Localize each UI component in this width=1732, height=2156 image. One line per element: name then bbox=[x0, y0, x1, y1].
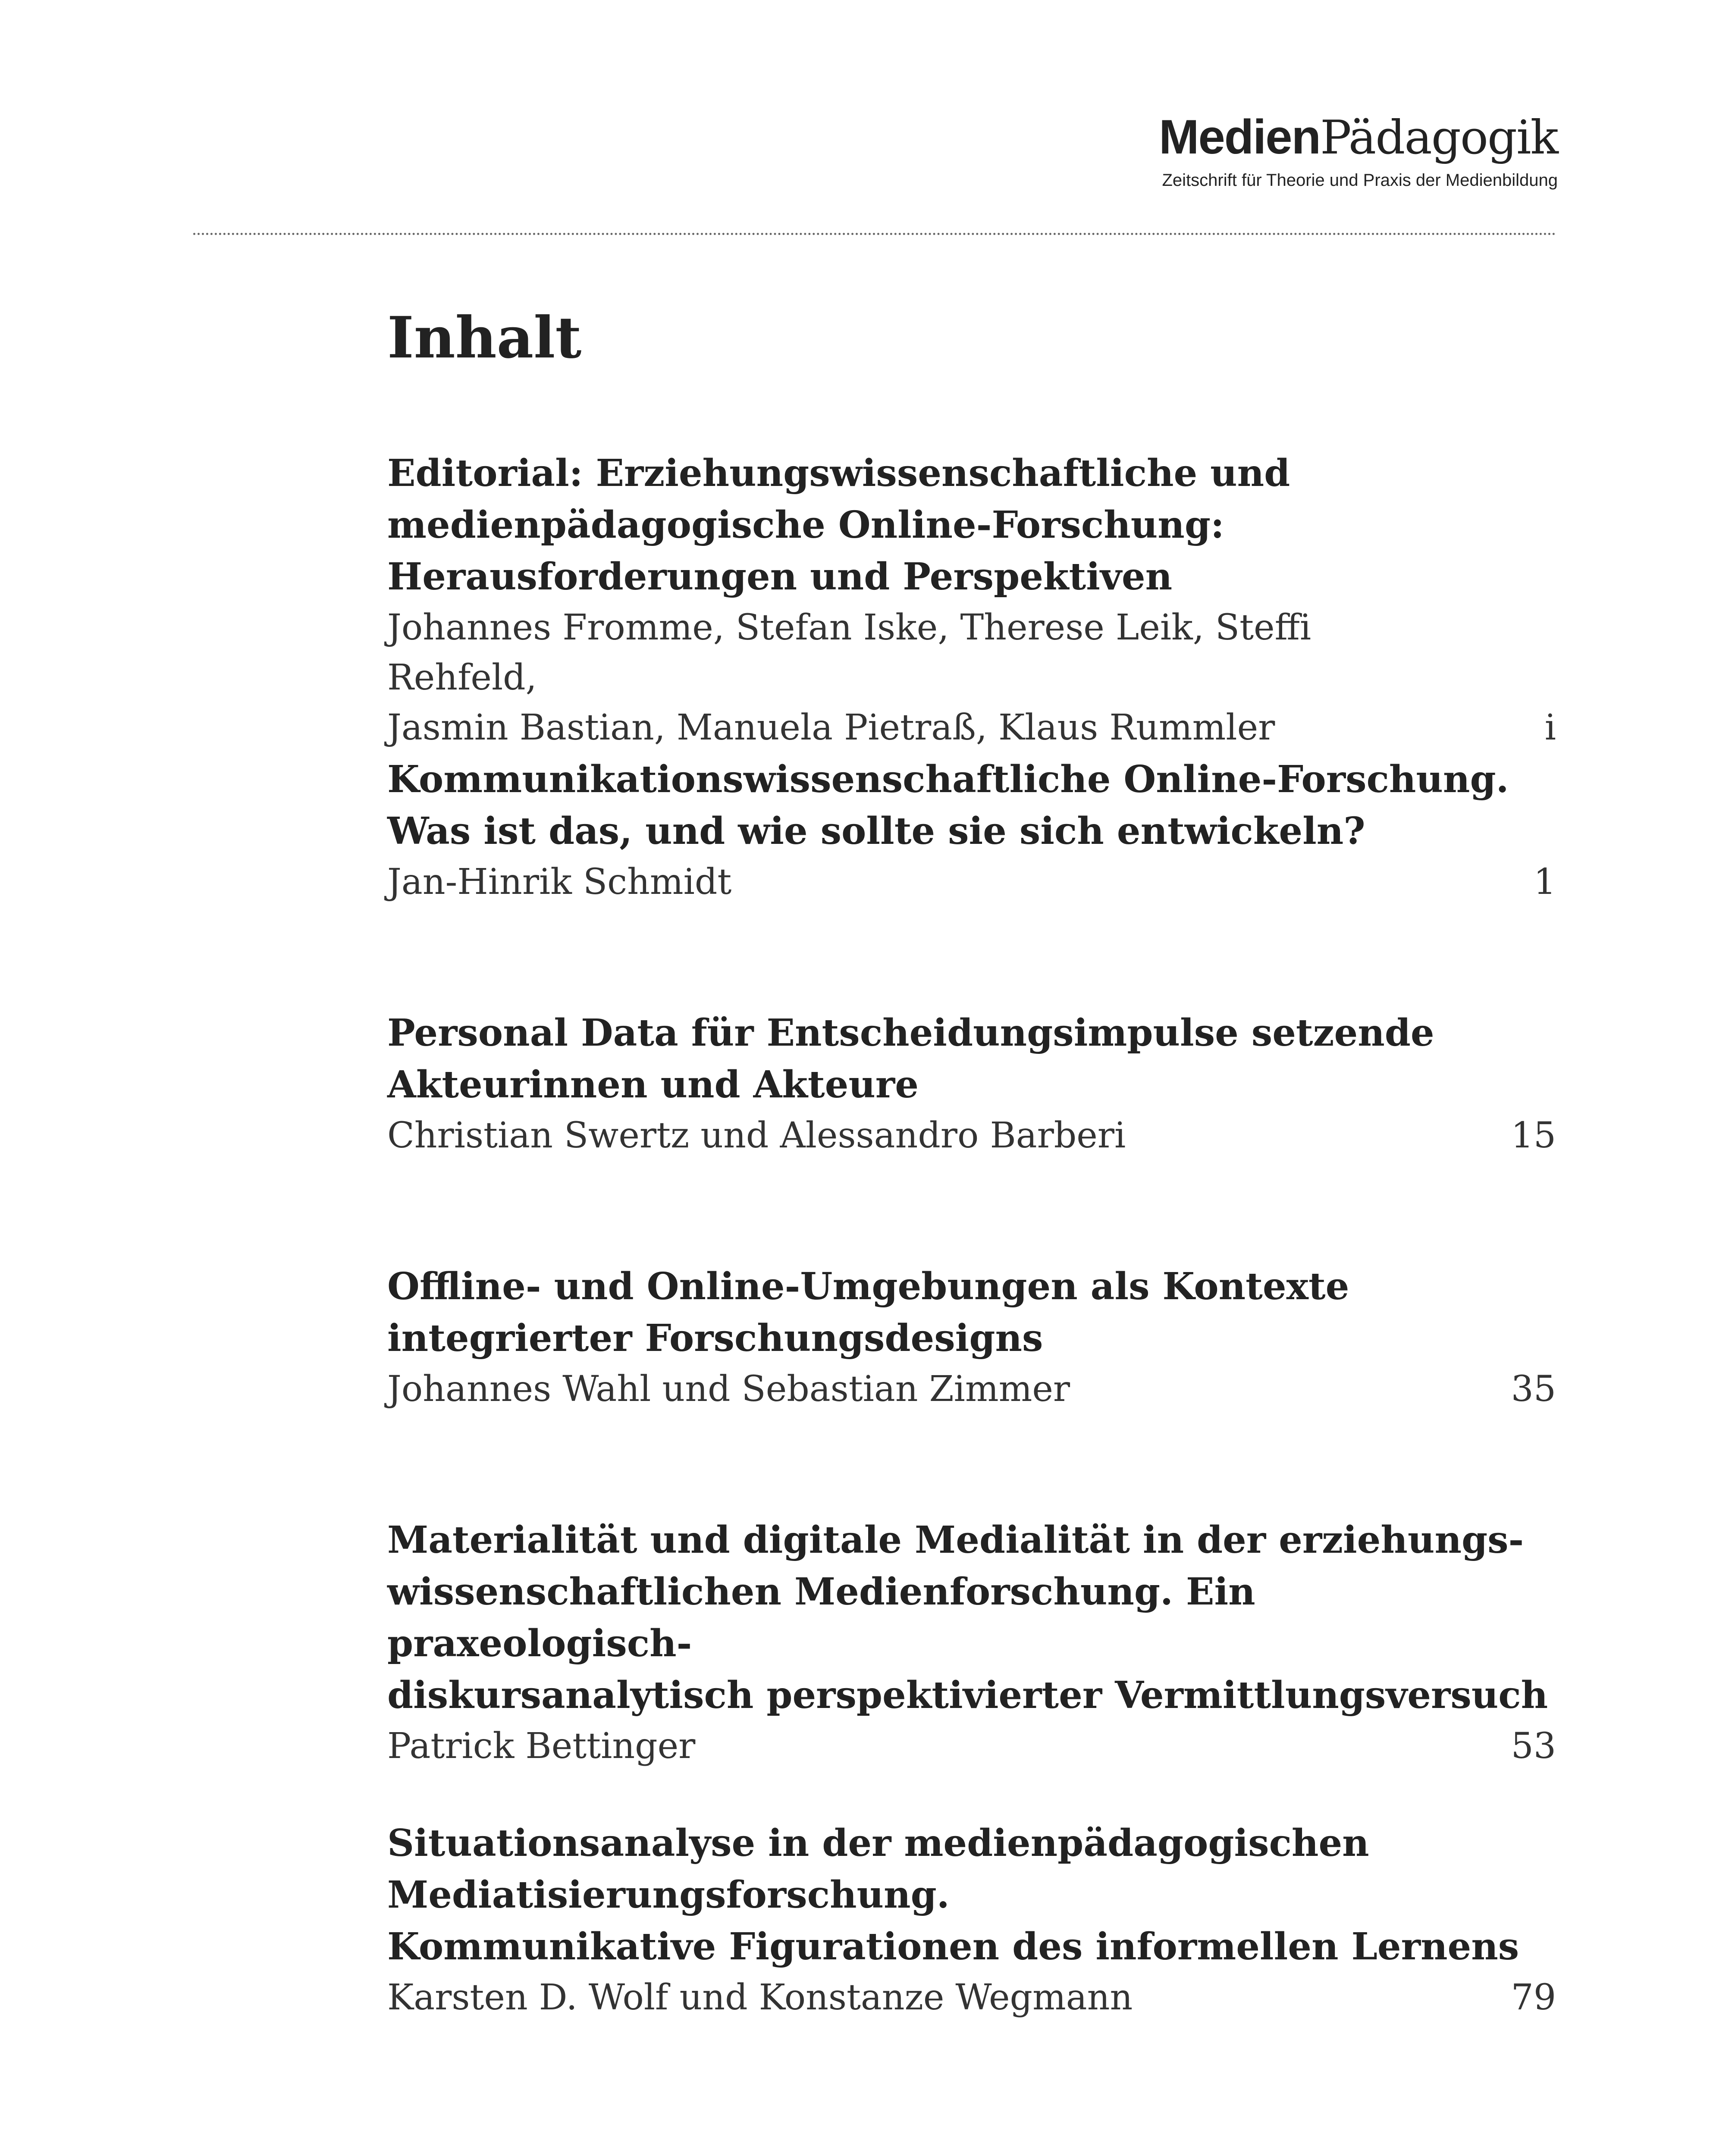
toc-entry-editorial bbox=[387, 448, 1556, 753]
entry-page-number: 79 bbox=[1511, 1977, 1556, 2018]
toc-entry-swertz bbox=[387, 1007, 1556, 1161]
toc-entry-bettinger bbox=[387, 1514, 1556, 1771]
header-divider bbox=[193, 233, 1556, 235]
entry-title: Editorial: Erziehungswissenschaftliche und medienpädagogische Online-Forschung: Herausforderungen und Perspektiven bbox=[387, 451, 1290, 599]
entry-authors: Jan-Hinrik Schmidt bbox=[387, 862, 732, 903]
journal-name bbox=[1159, 110, 1558, 165]
entry-title: Offline- und Online-Umgebungen als Kontexte integrierter Forschungsdesigns bbox=[387, 1265, 1349, 1360]
journal-subtitle: Zeitschrift für Theorie und Praxis der Medienbildung bbox=[1162, 171, 1558, 190]
toc-entry-wahl bbox=[387, 1261, 1556, 1414]
entry-page-number: i bbox=[1544, 707, 1556, 748]
toc-entry-schmidt bbox=[387, 754, 1556, 907]
entry-title: Situationsanalyse in der medienpädagogischen Mediatisierungsforschung. Kommunikative Figurationen des informellen Lernens bbox=[387, 1821, 1519, 1968]
entry-page-number: 35 bbox=[1511, 1369, 1556, 1410]
entry-authors: Johannes Fromme, Stefan Iske, Therese Leik, Steffi Rehfeld, Jasmin Bastian, Manuela Pietraß, Klaus Rummler bbox=[387, 607, 1312, 748]
page-title: Inhalt bbox=[387, 304, 582, 371]
entry-page-number: 53 bbox=[1511, 1726, 1556, 1767]
entry-title: Personal Data für Entscheidungsimpulse setzende Akteurinnen und Akteure bbox=[387, 1011, 1434, 1106]
entry-title: Materialität und digitale Medialität in der erziehungs- wissenschaftlichen Medienforschung. Ein praxeologisch- diskursanalytisch perspektivierter Vermittlungsversuch bbox=[387, 1518, 1548, 1717]
toc-entry-wolf bbox=[387, 1818, 1556, 2023]
journal-logo bbox=[1159, 110, 1558, 190]
entry-authors: Christian Swertz und Alessandro Barberi bbox=[387, 1115, 1126, 1156]
entry-page-number: 1 bbox=[1533, 862, 1556, 903]
logo-medien: Medien bbox=[1159, 110, 1320, 164]
entry-authors: Karsten D. Wolf und Konstanze Wegmann bbox=[387, 1977, 1133, 2018]
logo-paedagogik: Pädagogik bbox=[1320, 111, 1558, 165]
entry-authors: Patrick Bettinger bbox=[387, 1726, 696, 1767]
entry-page-number: 15 bbox=[1511, 1115, 1556, 1156]
entry-title: Kommunikationswissenschaftliche Online-Forschung. Was ist das, und wie sollte sie sich entwickeln? bbox=[387, 758, 1509, 853]
entry-authors: Johannes Wahl und Sebastian Zimmer bbox=[387, 1369, 1070, 1410]
